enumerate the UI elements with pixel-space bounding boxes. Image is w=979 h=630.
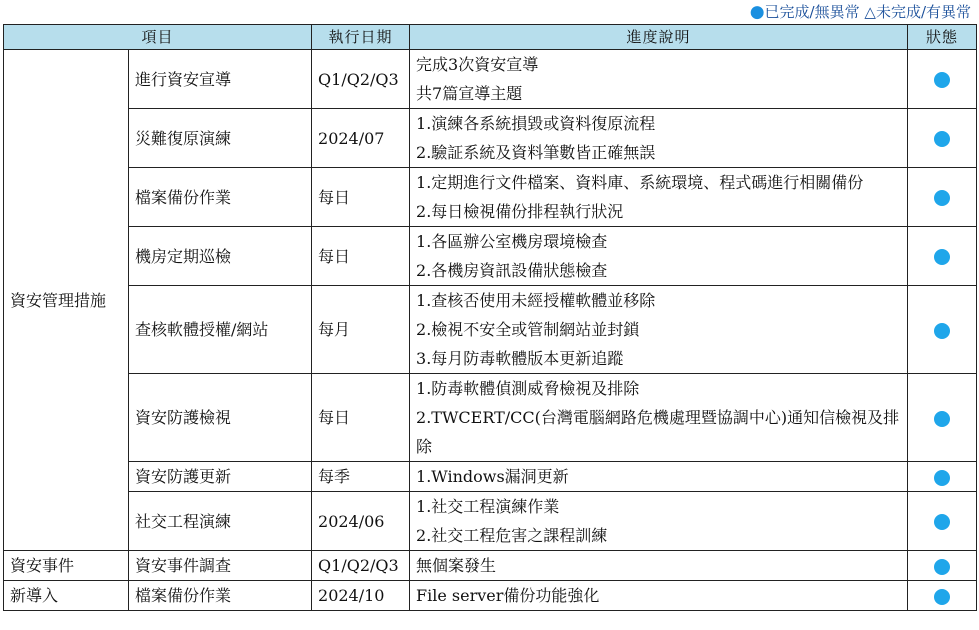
legend-done-label: 已完成/無異常 [764,3,860,21]
table-row [4,109,977,168]
header-row [4,25,977,50]
date-cell: 每季 [312,462,410,492]
progress-line: 3.每月防毒軟體版本更新追蹤 [416,349,624,368]
progress-cell [410,168,908,227]
security-progress-table [3,24,977,611]
progress-line: 2.各機房資訊設備狀態檢查 [416,261,608,280]
table-row [4,286,977,374]
done-dot-icon: ● [749,2,765,22]
date-cell: 每日 [312,227,410,286]
header-status: 狀態 [908,25,977,50]
status-cell [908,168,977,227]
item-cell: 檔案備份作業 [129,581,312,611]
status-cell [908,492,977,551]
progress-line: 1.定期進行文件檔案、資料庫、系統環境、程式碼進行相關備份 [416,173,864,192]
status-done-icon [934,323,950,339]
item-cell: 查核軟體授權/網站 [129,286,312,374]
table-row [4,551,977,581]
progress-line: 1.查核否使用未經授權軟體並移除 [416,291,656,310]
progress-cell [410,50,908,109]
item-cell: 檔案備份作業 [129,168,312,227]
status-cell [908,50,977,109]
status-cell [908,286,977,374]
date-cell: 2024/10 [312,581,410,611]
todo-triangle-icon: △ [864,3,876,21]
progress-line: 1.演練各系統損毀或資料復原流程 [416,114,656,133]
item-cell: 災難復原演練 [129,109,312,168]
table-row [4,462,977,492]
status-cell [908,227,977,286]
status-legend [750,2,971,22]
status-cell [908,109,977,168]
progress-line: 無個案發生 [416,556,497,575]
item-cell: 資安事件調查 [129,551,312,581]
progress-line: 2.驗証系統及資料筆數皆正確無誤 [416,143,656,162]
progress-cell [410,374,908,462]
progress-cell [410,227,908,286]
date-cell: 每日 [312,374,410,462]
progress-line: 2.社交工程危害之課程訓練 [416,526,608,545]
progress-line: 1.各區辦公室機房環境檢查 [416,232,608,251]
status-done-icon [934,589,950,605]
header-progress: 進度說明 [410,25,908,50]
progress-cell [410,492,908,551]
date-cell: 2024/07 [312,109,410,168]
date-cell: 每日 [312,168,410,227]
progress-line: 2.檢視不安全或管制網站並封鎖 [416,320,640,339]
status-done-icon [934,131,950,147]
progress-cell [410,551,908,581]
item-cell: 資安防護更新 [129,462,312,492]
legend-todo-label: 未完成/有異常 [875,3,971,21]
status-cell [908,581,977,611]
date-cell: Q1/Q2/Q3 [312,50,410,109]
table-row [4,168,977,227]
category-cell: 資安管理措施 [4,50,129,551]
table-row [4,581,977,611]
status-cell [908,551,977,581]
item-cell: 社交工程演練 [129,492,312,551]
table-row [4,492,977,551]
progress-cell [410,286,908,374]
header-item: 項目 [4,25,312,50]
header-date: 執行日期 [312,25,410,50]
status-done-icon [934,559,950,575]
date-cell: 2024/06 [312,492,410,551]
item-cell: 機房定期巡檢 [129,227,312,286]
table-row [4,227,977,286]
status-done-icon [934,249,950,265]
status-done-icon [934,514,950,530]
date-cell: Q1/Q2/Q3 [312,551,410,581]
status-cell [908,374,977,462]
category-cell: 資安事件 [4,551,129,581]
status-done-icon [934,411,950,427]
progress-cell [410,462,908,492]
progress-line: 2.每日檢視備份排程執行狀況 [416,202,624,221]
status-done-icon [934,470,950,486]
category-cell: 新導入 [4,581,129,611]
progress-cell [410,109,908,168]
table-row [4,374,977,462]
progress-line: 2.TWCERT/CC(台灣電腦網路危機處理暨協調中心)通知信檢視及排除 [416,408,900,456]
progress-cell [410,581,908,611]
progress-line: File server備份功能強化 [416,586,600,605]
table-row [4,50,977,109]
status-done-icon [934,72,950,88]
progress-line: 1.Windows漏洞更新 [416,467,569,486]
item-cell: 資安防護檢視 [129,374,312,462]
progress-line: 完成3次資安宣導 [416,55,539,74]
status-done-icon [934,190,950,206]
status-cell [908,462,977,492]
progress-line: 1.防毒軟體偵測威脅檢視及排除 [416,379,640,398]
progress-line: 1.社交工程演練作業 [416,497,560,516]
item-cell: 進行資安宣導 [129,50,312,109]
date-cell: 每月 [312,286,410,374]
progress-line: 共7篇宣導主題 [416,84,523,103]
